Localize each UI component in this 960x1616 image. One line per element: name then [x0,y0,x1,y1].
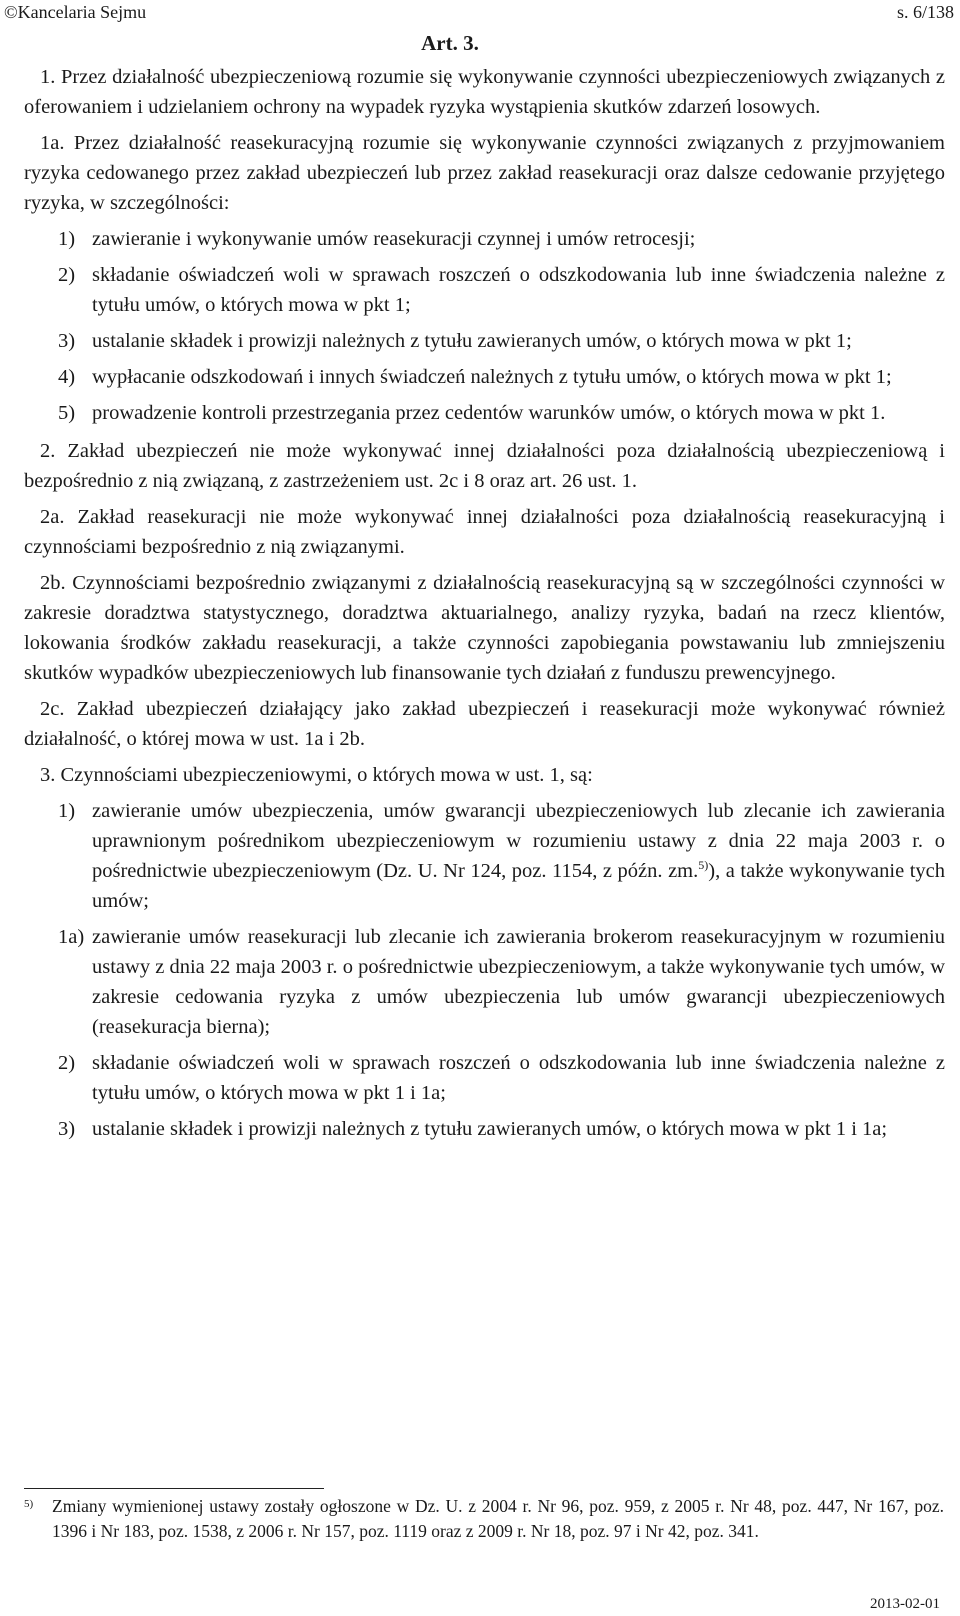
list-item-text: ustalanie składek i prowizji należnych z tytułu zawieranych umów, o których mowa w pkt 1 i 1a; [92,1118,888,1140]
list-item-number: 2) [58,1052,76,1074]
list-item [0,1048,945,1108]
footnote-reference[interactable]: 5) [698,858,709,873]
list-item [0,922,945,1042]
paragraph-2: 2. Zakład ubezpieczeń nie może wykonywać innej działalności poza działalnością ubezpieczeniową i bezpośrednio z nią związaną, z zastrzeżeniem ust. 2c i 8 oraz art. 26 ust. 1. [24,440,945,492]
list-item-text: zawieranie umów ubezpieczenia, umów gwarancji ubezpieczeniowych lub zlecanie ich zawierania uprawnionym pośrednikom ubezpieczeniowym w rozumieniu ustawy z dnia 22 maja 2003 r. o pośrednictwie ubezpieczeniowym (Dz. U. Nr 124, poz. 1154, z późn. zm. [92,800,945,882]
list-item-text: wypłacanie odszkodowań i innych świadczeń należnych z tytułu umów, o których mowa w pkt 1; [92,366,892,388]
list-item-text: zawieranie i wykonywanie umów reasekuracji czynnej i umów retrocesji; [92,228,696,250]
page-number: s. 6/138 [896,2,954,22]
list-item-number: 1) [58,228,76,250]
list-item-text: ustalanie składek i prowizji należnych z tytułu zawieranych umów, o których mowa w pkt 1; [92,330,852,352]
list-item-number: 3) [58,1118,76,1140]
list-item [0,362,945,392]
paragraph-2a: 2a. Zakład reasekuracji nie może wykonywać innej działalności poza działalnością reasekuracyjną i czynnościami bezpośrednio z nią związanymi. [24,506,945,558]
footnote-text: Zmiany wymienionej ustawy zostały ogłoszone w Dz. U. z 2004 r. Nr 96, poz. 959, z 2005 r. Nr 48, poz. 447, Nr 167, poz. 1396 i Nr 183, poz. 1538, z 2006 r. Nr 157, poz. 1119 oraz z 2009 r. Nr 18, poz. 97 i Nr 42, poz. 341. [52,1496,944,1541]
paragraph-3: 3. Czynnościami ubezpieczeniowymi, o których mowa w ust. 1, są: [40,764,593,786]
footnote [24,1494,944,1544]
list-item-text: prowadzenie kontroli przestrzegania przez cedentów warunków umów, o których mowa w pkt 1. [92,402,886,424]
list-item [0,1114,945,1144]
list-item [0,398,945,428]
list-item-text-continued: ), a także wykonywanie tych umów; [92,860,945,912]
list-item [0,224,945,254]
footnote-mark: 5) [24,1498,34,1510]
list-item-number: 2) [58,264,76,286]
list-item-number: 4) [58,366,76,388]
list-item-number: 1a) [58,926,85,948]
list-item-text: składanie oświadczeń woli w sprawach roszczeń o odszkodowania lub inne świadczenia należne z tytułu umów, o których mowa w pkt 1 i 1a; [92,1052,945,1104]
paragraph-1a: 1a. Przez działalność reasekuracyjną rozumie się wykonywanie czynności związanych z przyjmowaniem ryzyka cedowanego przez zakład ubezpieczeń lub przez zakład reasekuracji oraz dalsze cedowanie przyjętego ryzyka, w szczególności: [24,132,945,214]
footnote-divider [24,1488,324,1489]
paragraph-2c: 2c. Zakład ubezpieczeń działający jako zakład ubezpieczeń i reasekuracji może wykonywać również działalność, o której mowa w ust. 1a i 2b. [24,698,945,750]
list-item-number: 3) [58,330,76,352]
list-item-number: 1) [58,800,76,822]
article-title: Art. 3. [421,31,479,55]
paragraph-2b: 2b. Czynnościami bezpośrednio związanymi z działalnością reasekuracyjną są w szczególności czynności w zakresie doradztwa statystycznego, doradztwa aktuarialnego, analizy ryzyka, badań na rzecz klientów, lokowania środków zakładu reasekuracji, a także czynności zapobiegania powstawaniu lub zmniejszeniu skutków wypadków ubezpieczeniowych lub finansowanie tych działań z funduszu prewencyjnego. [24,572,945,684]
publisher-label: ©Kancelaria Sejmu [4,2,147,22]
paragraph-3-list [0,796,945,1144]
document-date: 2013-02-01 [870,1596,940,1612]
paragraph-1: 1. Przez działalność ubezpieczeniową rozumie się wykonywanie czynności ubezpieczeniowych związanych z oferowaniem i udzielaniem ochrony na wypadek ryzyka wystąpienia skutków zdarzeń losowych. [24,66,945,118]
list-item [0,796,945,916]
list-item-text: zawieranie umów reasekuracji lub zlecanie ich zawierania brokerom reasekuracyjnym w rozumieniu ustawy z dnia 22 maja 2003 r. o pośrednictwie ubezpieczeniowym, a także wykonywanie tych umów, w zakresie cedowania ryzyka z umów ubezpieczenia lub umów gwarancji ubezpieczeniowych (reasekuracja bierna); [92,926,945,1038]
list-item-text: składanie oświadczeń woli w sprawach roszczeń o odszkodowania lub inne świadczenia należne z tytułu umów, o których mowa w pkt 1; [92,264,945,316]
article-body [0,62,945,1152]
page-header [4,0,954,24]
paragraph-1a-list [0,224,945,428]
list-item [0,260,945,320]
list-item [0,326,945,356]
list-item-number: 5) [58,402,76,424]
